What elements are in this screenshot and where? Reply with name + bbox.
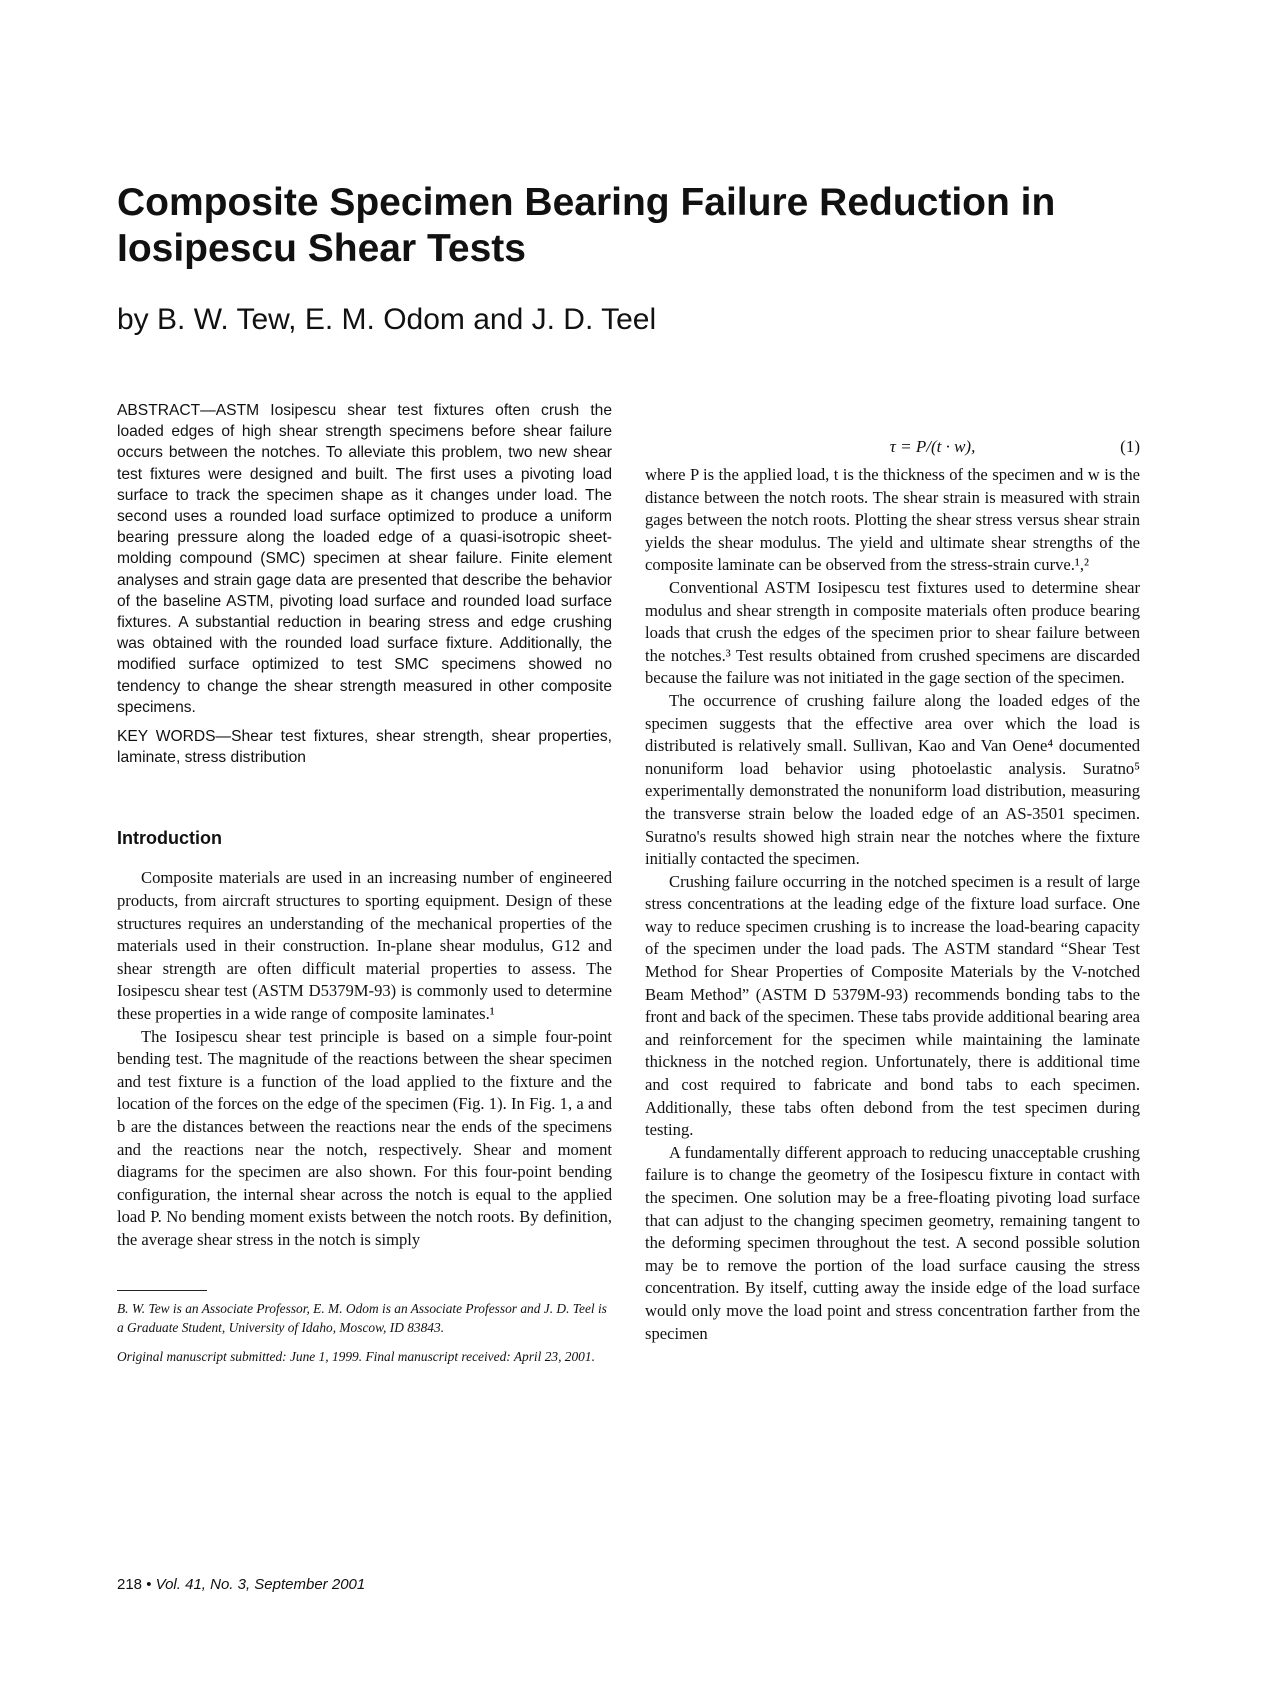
manuscript-dates-footnote: Original manuscript submitted: June 1, 1999. Final manuscript received: April 23, 2001. [117,1348,595,1364]
author-line: by B. W. Tew, E. M. Odom and J. D. Teel [117,303,657,336]
abstract: ABSTRACT—ASTM Iosipescu shear test fixtures often crush the loaded edges of high shear strength specimens before shear failure occurs between the notches. To alleviate this problem, two new shear test fixtures were designed and built. The first uses a pivoting load surface to track the specimen shape as it changes under load. The second uses a rounded load surface optimized to produce a uniform bearing pressure along the loaded edge of a quasi-isotropic sheet-molding compound (SMC) specimen at shear failure. Finite element analyses and strain gage data are presented that describe the behavior of the baseline ASTM, pivoting load surface and rounded load surface fixtures. A substantial reduction in bearing stress and edge crushing was obtained with the rounded load surface fixture. Additionally, the modified surface optimized to test SMC specimens showed no tendency to change the shear strength measured in other composite specimens. [117,402,612,716]
section-heading-introduction: Introduction [117,828,222,849]
author-affiliation-footnote: B. W. Tew is an Associate Professor, E. M. Odom is an Associate Professor and J. D. Teel is a Graduate Student, University of Idaho, Moscow, ID 83843. [117,1300,607,1335]
footnote-divider [117,1290,207,1291]
body-paragraph: The Iosipescu shear test principle is based on a simple four-point bending test. The magnitude of the reactions between the shear specimen and test fixture is a function of the load applied to the fixture and the location of the forces on the edge of the specimen (Fig. 1). In Fig. 1, a and b are the distances between the reactions near the ends of the specimens and the reactions near the notch, respectively. Shear and moment diagrams for the specimen are also shown. For this four-point bending configuration, the internal shear across the notch is equal to the applied load P. No bending moment exists between the notch roots. By definition, the average shear stress in the notch is simply [117,1026,612,1249]
body-paragraph: Conventional ASTM Iosipescu test fixtures used to determine shear modulus and shear strength in composite materials often produce bearing loads that crush the edges of the specimen prior to shear failure between the notches.³ Test results obtained from crushed specimens are discarded because the failure was not initiated in the gage section of the specimen. [645,577,1140,688]
equation-formula: τ = P/(t · w), [889,437,976,456]
left-column [117,400,612,1376]
equation-number: (1) [1120,437,1140,456]
body-paragraph: Composite materials are used in an increasing number of engineered products, from aircraft structures to sporting equipment. Design of these structures requires an understanding of the mechanical properties of the materials used in their construction. In-plane shear modulus, G12 and shear strength are often difficult material properties to assess. The Iosipescu shear test (ASTM D5379M-93) is commonly used to determine these properties in a wide range of composite laminates.¹ [117,868,612,1024]
equation-1 [645,436,1140,458]
body-paragraph: Crushing failure occurring in the notched specimen is a result of large stress concentrations at the leading edge of the fixture load surface. One way to reduce specimen crushing is to increase the load-bearing capacity of the specimen under the load pads. The ASTM standard “Shear Test Method for Shear Properties of Composite Materials by the V-notched Beam Method” (ASTM D 5379M-93) recommends bonding tabs to the front and back of the specimen. These tabs provide additional bearing area and reinforcement for the specimen while maintaining the laminate thickness in the notched region. Unfortunately, there is additional time and cost required to fabricate and bond tabs to each specimen. Additionally, these tabs often debond from the test specimen during testing. [645,871,1140,1140]
right-column [645,400,1140,1345]
journal-citation: Vol. 41, No. 3, September 2001 [155,1576,366,1593]
body-paragraph: The occurrence of crushing failure along the loaded edges of the specimen suggests that the effective area over which the load is distributed is relatively small. Sullivan, Kao and Van Oene⁴ documented nonuniform load behavior using photoelastic analysis. Suratno⁵ experimentally demonstrated the nonuniform load distribution, measuring the transverse strain below the loaded edge of an AS-3501 specimen. Suratno's results showed high strain near the notches where the fixture initially contacted the specimen. [645,690,1140,869]
paper-title: Composite Specimen Bearing Failure Reduction in Iosipescu Shear Tests [117,181,1056,270]
keywords: KEY WORDS—Shear test fixtures, shear strength, shear properties, laminate, stress distribution [117,728,612,767]
footer-bullet: • [146,1576,152,1593]
body-paragraph: A fundamentally different approach to reducing unacceptable crushing failure is to change the geometry of the Iosipescu fixture in contact with the specimen. One solution may be a free-floating pivoting load surface that can adjust to the changing specimen geometry, remaining tangent to the deforming specimen throughout the test. A second possible solution may be to remove the portion of the load surface causing the stress concentration. By itself, cutting away the inside edge of the load surface would only move the load point and stress concentration farther from the specimen [645,1142,1140,1343]
body-paragraph: where P is the applied load, t is the thickness of the specimen and w is the distance between the notch roots. The shear strain is measured with strain gages between the notch roots. Plotting the shear stress versus shear strain yields the shear modulus. The yield and ultimate shear strengths of the composite laminate can be observed from the stress-strain curve.¹,² [645,465,1140,575]
page-footer [117,1576,365,1593]
page-number: 218 [117,1576,143,1593]
